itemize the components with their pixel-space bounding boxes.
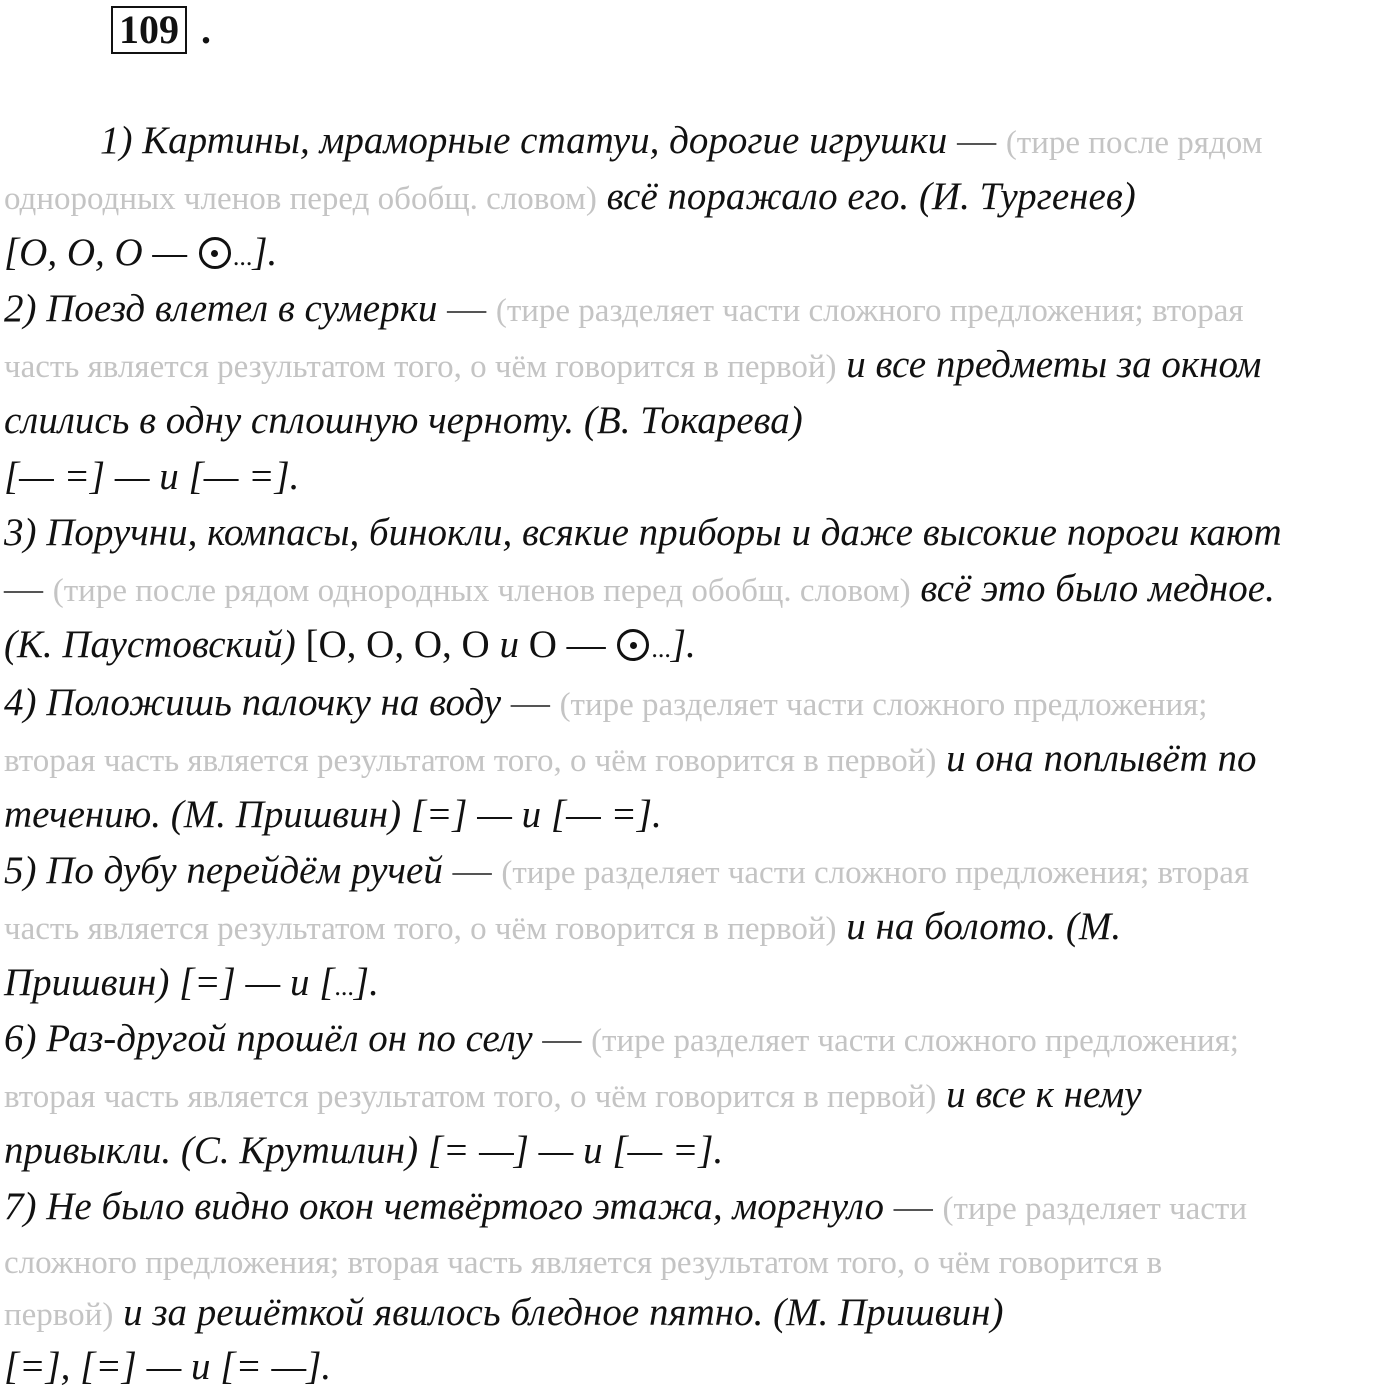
- item-3-note-part-a: (тире после рядом однородных членов перед обобщ. словом): [52, 573, 911, 609]
- item-1-line-1: [100, 116, 1263, 168]
- item-6-line-1: [4, 1014, 1239, 1066]
- item-7-note-part-b: сложного предложения; вторая часть является результатом того, о чём говорится в: [4, 1245, 1163, 1281]
- item-3-scheme-part-c: ].: [670, 623, 696, 666]
- item-2-dash: —: [437, 287, 496, 330]
- item-5-line-2: [4, 902, 1121, 954]
- item-7-line-2: [4, 1236, 1162, 1288]
- item-4-line-2: [4, 734, 1257, 786]
- item-4-sentence-part-a: 4) Положишь палочку на воду: [4, 681, 502, 724]
- item-7-line-3: [4, 1288, 1003, 1340]
- item-5-dash: —: [442, 849, 502, 892]
- item-1-dash: —: [947, 119, 1006, 162]
- item-7-scheme: [4, 1342, 331, 1392]
- item-3-sentence-part-a: 3) Поручни, компасы, бинокли, всякие приборы и даже высокие пороги кают: [4, 511, 1282, 554]
- item-1-note-part-a: (тире после рядом: [1005, 125, 1263, 161]
- item-3-line-3: [4, 620, 696, 674]
- item-4-line-1: [4, 678, 1207, 730]
- item-2-sentence-part-a: 2) Поезд влетел в сумерки: [4, 287, 438, 330]
- item-4-sentence-part-c: течению. (М. Пришвин) [=] — и [— =].: [4, 793, 662, 836]
- item-6-note-part-b: вторая часть является результатом того, о чём говорится в первой): [4, 1079, 937, 1115]
- item-7-note-part-c: первой): [4, 1297, 114, 1333]
- item-6-sentence-part-c: привыкли. (С. Крутилин) [= —] — и [— =].: [4, 1129, 724, 1172]
- item-2-note-part-a: (тире разделяет части сложного предложения; вторая: [495, 293, 1244, 329]
- item-7-sentence-part-b: и за решёткой явилось бледное пятно. (М. Пришвин): [113, 1291, 1004, 1334]
- item-1-sentence-part-b: всё поражало его. (И. Тургенев): [596, 175, 1136, 218]
- item-5-note-part-b: часть является результатом того, о чём говорится в первой): [4, 911, 837, 947]
- item-3-scheme-dots: ...: [651, 634, 671, 663]
- item-6-line-3: [4, 1126, 723, 1176]
- circle-dot-icon: [199, 237, 231, 269]
- item-1-scheme-dots: ...: [232, 242, 253, 271]
- circle-dot-icon: [617, 629, 649, 661]
- item-4-note-part-a: (тире разделяет части сложного предложения;: [559, 687, 1208, 723]
- item-3-line-2: [4, 564, 1275, 616]
- item-3-sentence-part-b: всё это было медное.: [910, 567, 1275, 610]
- item-2-note-part-b: часть является результатом того, о чём говорится в первой): [4, 349, 837, 385]
- item-1-sentence-part-a: 1) Картины, мраморные статуи, дорогие игрушки: [100, 119, 948, 162]
- item-4-line-3: [4, 790, 662, 840]
- item-5-sentence-part-b: и на болото. (М.: [836, 905, 1122, 948]
- item-4-sentence-part-b: и она поплывёт по: [936, 737, 1257, 780]
- item-1-scheme-part-b: ].: [252, 231, 278, 274]
- item-4-note-part-b: вторая часть является результатом того, о чём говорится в первой): [4, 743, 937, 779]
- item-6-line-2: [4, 1070, 1142, 1122]
- item-2-line-3: [4, 396, 803, 446]
- item-7-note-part-a: (тире разделяет части: [942, 1191, 1247, 1227]
- item-1-note-part-b: однородных членов перед обобщ. словом): [4, 181, 597, 217]
- item-7-dash: —: [884, 1185, 943, 1228]
- item-5-note-part-a: (тире разделяет части сложного предложения; вторая: [501, 855, 1250, 891]
- item-6-sentence-part-b: и все к нему: [936, 1073, 1142, 1116]
- item-2-line-1: [4, 284, 1244, 336]
- item-2-sentence-part-b: и все предметы за окном: [836, 343, 1262, 386]
- item-5-scheme-end: ].: [353, 961, 379, 1004]
- item-3-line-1: [4, 508, 1282, 558]
- item-5-sentence-part-a: 5) По дубу перейдём ручей: [4, 849, 443, 892]
- item-2-scheme-text: [— =] — и [— =].: [4, 455, 300, 498]
- item-2-sentence-part-c: слились в одну сплошную черноту. (В. Токарева): [4, 399, 803, 442]
- item-1-line-2: [4, 172, 1136, 224]
- item-2-line-2: [4, 340, 1261, 392]
- item-6-note-part-a: (тире разделяет части сложного предложения;: [591, 1023, 1239, 1059]
- exercise-number: 109: [111, 6, 187, 54]
- item-2-scheme: [4, 452, 299, 502]
- exercise-number-dot: .: [201, 7, 211, 52]
- item-3-sentence-part-c: (К. Паустовский): [4, 623, 306, 666]
- item-5-line-1: [4, 846, 1249, 898]
- item-5-sentence-part-c: Пришвин) [=] — и [: [4, 961, 335, 1004]
- item-1-scheme-part-a: [О, О, О —: [4, 231, 197, 274]
- item-3-scheme-conj: и: [499, 623, 519, 666]
- item-3-scheme-part-a: [О, О, О, О: [305, 623, 500, 666]
- item-7-sentence-part-a: 7) Не было видно окон четвёртого этажа, моргнуло: [4, 1185, 885, 1228]
- item-4-dash: —: [501, 681, 560, 724]
- item-3-scheme-part-b: О —: [518, 623, 616, 666]
- item-5-scheme-dots: ...: [334, 972, 354, 1001]
- item-6-sentence-part-a: 6) Раз-другой прошёл он по селу: [4, 1017, 533, 1060]
- item-7-line-1: [4, 1182, 1247, 1234]
- item-7-scheme-text: [=], [=] — и [= —].: [4, 1345, 332, 1388]
- item-5-line-3: [4, 958, 379, 1012]
- item-3-dash: —: [4, 567, 53, 610]
- item-1-scheme: [4, 228, 277, 282]
- item-6-dash: —: [532, 1017, 592, 1060]
